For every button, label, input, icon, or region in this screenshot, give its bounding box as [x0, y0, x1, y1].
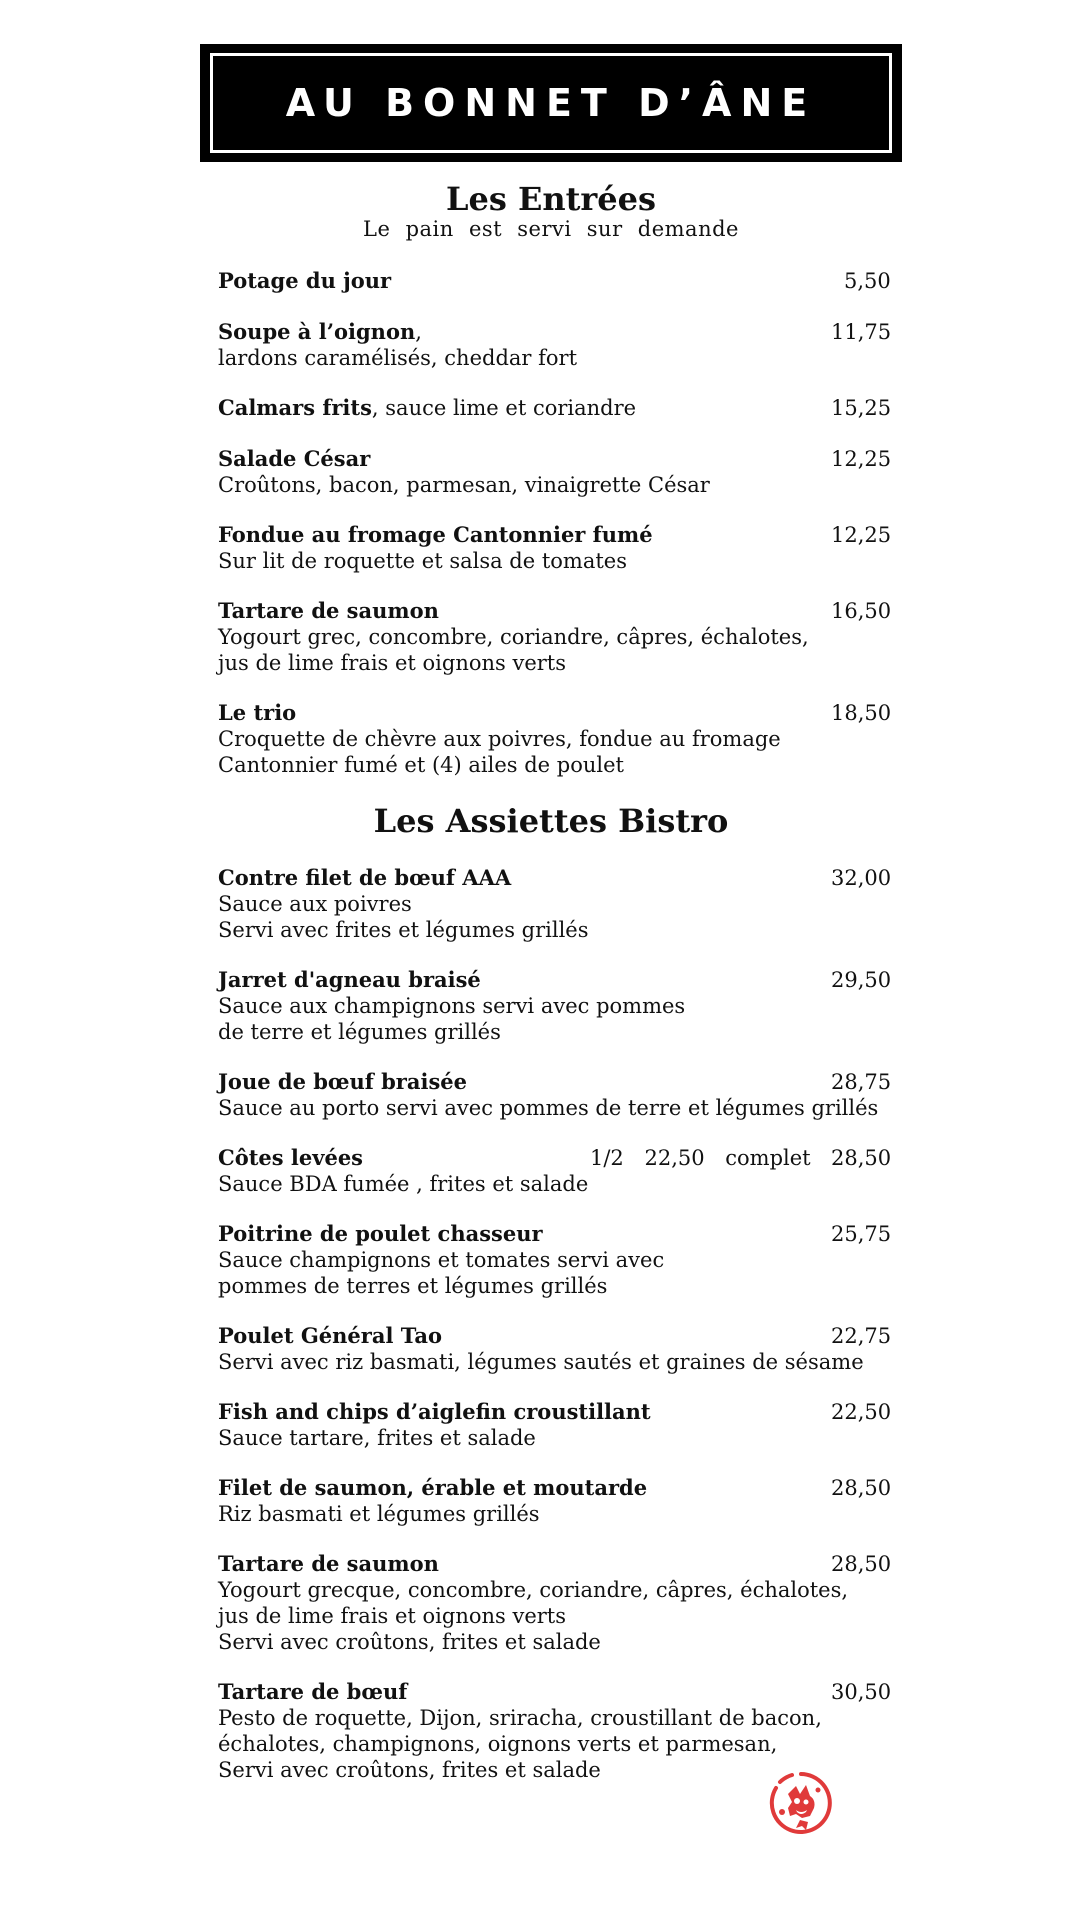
item-price: 5,50	[844, 269, 891, 293]
item-description: Sauce aux champignons servi avec pommes	[218, 994, 686, 1018]
item-name: Tartare de saumon	[218, 1551, 439, 1576]
item-description: échalotes, champignons, oignons verts et parmesan,	[218, 1732, 778, 1756]
item-description: Servi avec frites et légumes grillés	[218, 918, 589, 942]
item-description: Yogourt grec, concombre, coriandre, câpres, échalotes,	[218, 625, 809, 649]
item-price: 12,25	[831, 447, 892, 471]
item-price: 22,50	[831, 1400, 892, 1424]
item-name: Tartare de saumon	[218, 598, 439, 623]
item-description: Riz basmati et légumes grillés	[218, 1502, 540, 1526]
item-description: Servi avec riz basmati, légumes sautés et graines de sésame	[218, 1350, 864, 1374]
menu-item	[218, 1221, 892, 1299]
item-description: Croquette de chèvre aux poivres, fondue au fromage	[218, 727, 781, 751]
item-price: 25,75	[831, 1222, 892, 1246]
item-name: Jarret d'agneau braisé	[218, 967, 481, 992]
item-description: Pesto de roquette, Dijon, sriracha, croustillant de bacon,	[218, 1706, 822, 1730]
item-price: 28,50	[831, 1552, 892, 1576]
item-price: 12,25	[831, 523, 892, 547]
item-price: 22,75	[831, 1324, 892, 1348]
item-name: Le trio	[218, 700, 297, 725]
item-name-suffix: , sauce lime et coriandre	[371, 396, 637, 420]
item-description: Cantonnier fumé et (4) ailes de poulet	[218, 753, 624, 777]
item-name: Poulet Général Tao	[218, 1323, 442, 1348]
item-description: Servi avec croûtons, frites et salade	[218, 1630, 601, 1654]
item-price: 15,25	[831, 396, 892, 420]
menu-item	[218, 446, 892, 498]
item-price: 29,50	[831, 968, 892, 992]
item-name: Côtes levées	[218, 1145, 364, 1170]
menu-item	[218, 1399, 892, 1451]
menu-item	[218, 522, 892, 574]
item-description: jus de lime frais et oignons verts	[218, 651, 567, 675]
menu-item	[218, 1145, 892, 1197]
item-price: 28,75	[831, 1070, 892, 1094]
item-description: Servi avec croûtons, frites et salade	[218, 1758, 601, 1782]
header-banner	[200, 44, 902, 162]
item-name: Fish and chips d’aiglefin croustillant	[218, 1399, 651, 1424]
item-name: Filet de saumon, érable et moutarde	[218, 1475, 648, 1500]
menu-item	[218, 268, 891, 294]
header-frame	[210, 53, 892, 153]
item-name: Contre filet de bœuf AAA	[218, 865, 512, 890]
item-name: Poitrine de poulet chasseur	[218, 1221, 543, 1246]
item-name: Tartare de bœuf	[218, 1679, 408, 1704]
item-description: Sauce tartare, frites et salade	[218, 1426, 536, 1450]
entrees-subtitle: Le pain est servi sur demande	[363, 217, 739, 241]
menu-item	[218, 319, 892, 371]
entrees-title: Les Entrées	[445, 180, 657, 218]
item-description: Sauce au porto servi avec pommes de terre et légumes grillés	[218, 1096, 879, 1120]
item-price: 28,50	[831, 1146, 892, 1170]
item-name: Fondue au fromage Cantonnier fumé	[218, 522, 653, 547]
item-description: Sur lit de roquette et salsa de tomates	[218, 549, 628, 573]
item-price: 16,50	[831, 599, 892, 623]
menu-item	[218, 700, 892, 778]
item-description: Croûtons, bacon, parmesan, vinaigrette César	[218, 473, 710, 497]
menu-item	[218, 1475, 892, 1527]
menu-item	[218, 1323, 892, 1375]
menu-item	[218, 967, 892, 1045]
menu-item	[218, 1551, 892, 1655]
menu-item	[218, 395, 892, 421]
menu-item	[218, 598, 892, 676]
item-name: Salade César	[218, 446, 371, 471]
item-description: lardons caramélisés, cheddar fort	[218, 346, 578, 370]
item-description: pommes de terres et légumes grillés	[218, 1274, 608, 1298]
item-name-suffix: ,	[415, 320, 422, 344]
item-description: Sauce aux poivres	[218, 892, 412, 916]
menu-item	[218, 1069, 892, 1121]
item-price: 30,50	[831, 1680, 892, 1704]
item-price: 32,00	[831, 866, 892, 890]
restaurant-name: AU BONNET D’ÂNE	[285, 81, 817, 125]
item-description: de terre et légumes grillés	[218, 1020, 501, 1044]
item-name: Calmars frits	[218, 395, 372, 420]
item-price: 28,50	[831, 1476, 892, 1500]
item-description: Sauce BDA fumée , frites et salade	[218, 1172, 589, 1196]
item-name: Soupe à l’oignon	[218, 319, 416, 344]
item-description: Yogourt grecque, concombre, coriandre, câpres, échalotes,	[218, 1578, 849, 1602]
item-half-price: 1/2 22,50 complet	[590, 1146, 811, 1170]
item-name: Joue de bœuf braisée	[218, 1069, 467, 1094]
item-price: 11,75	[831, 320, 892, 344]
bistro-title: Les Assiettes Bistro	[373, 802, 729, 840]
item-description: jus de lime frais et oignons verts	[218, 1604, 567, 1628]
donkey-logo-icon	[766, 1768, 836, 1838]
item-name: Potage du jour	[218, 268, 392, 293]
item-price: 18,50	[831, 701, 892, 725]
menu-item	[218, 865, 892, 943]
item-description: Sauce champignons et tomates servi avec	[218, 1248, 665, 1272]
